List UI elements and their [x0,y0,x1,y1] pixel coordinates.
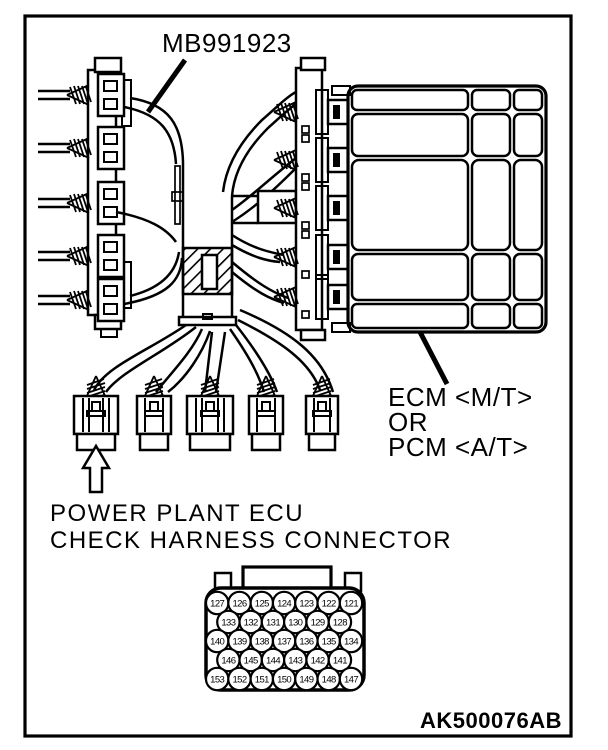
pin-146-label: 146 [221,655,236,667]
check-connector [249,376,283,450]
ecu-label-line2: OR [388,407,428,437]
pin-136-label: 136 [299,636,314,648]
pin-152-label: 152 [232,674,247,686]
pin-135-label: 135 [321,636,336,648]
pin-121-label: 121 [343,598,359,610]
bottom-connectors [74,376,338,450]
left-connector-bank [38,58,131,337]
pin-124-label: 124 [277,598,292,610]
ecu-label-line3: PCM <A/T> [388,432,529,462]
pin-123-label: 123 [299,598,314,610]
left-bank-row [38,127,124,169]
ecu-label-leader [420,332,447,384]
pin-144-label: 144 [265,655,281,667]
pin-127-label: 127 [210,598,225,610]
check-connector [137,376,171,450]
pin-134-label: 134 [343,636,359,648]
figure-code: AK500076AB [420,708,562,733]
pin-132-label: 132 [243,617,258,629]
pin-139-label: 139 [232,636,247,648]
pin-131-label: 131 [265,617,281,629]
pin-122-label: 122 [321,598,336,610]
pin-141-label: 141 [332,655,347,667]
pinout-pins [206,592,362,690]
left-bank-row [38,279,124,321]
pin-130-label: 130 [288,617,303,629]
pinout-connector [206,567,364,690]
pin-128-label: 128 [332,617,347,629]
pin-142-label: 142 [310,655,325,667]
pin-137-label: 137 [277,636,292,648]
pin-138-label: 138 [254,636,269,648]
pin-140-label: 140 [210,636,225,648]
pin-151-label: 151 [254,674,269,686]
caption-line1: POWER PLANT ECU [50,500,305,527]
pin-153-label: 153 [210,674,225,686]
check-connector [187,376,233,450]
left-bank-row [38,182,124,224]
pin-133-label: 133 [221,617,236,629]
left-bank-row [38,235,124,277]
pin-149-label: 149 [299,674,314,686]
pin-125-label: 125 [254,598,269,610]
tool-label-leader [148,60,185,112]
pin-147-label: 147 [343,674,359,686]
ecm-box [332,86,546,332]
tool-label: MB991923 [162,28,292,58]
pin-150-label: 150 [277,674,292,686]
check-connector [306,376,338,450]
left-bank-row [38,74,124,116]
up-arrow-icon [83,446,109,492]
pin-148-label: 148 [321,674,336,686]
ecu-label-line1: ECM <M/T> [388,382,533,412]
pin-143-label: 143 [288,655,303,667]
pin-129-label: 129 [310,617,325,629]
pin-145-label: 145 [243,655,258,667]
pin-126-label: 126 [232,598,247,610]
caption-line2: CHECK HARNESS CONNECTOR [50,527,453,554]
